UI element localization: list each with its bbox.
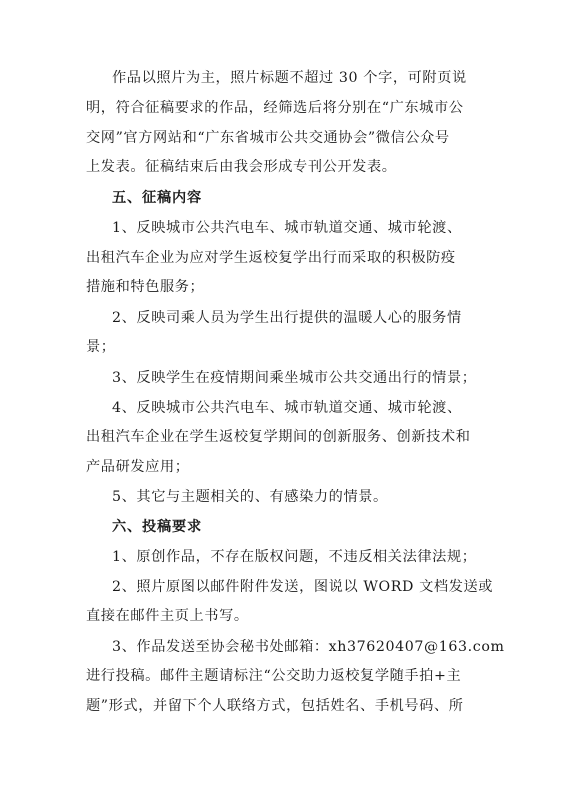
list-item-line: 1、反映城市公共汽电车、城市轨道交通、城市轮渡、 [112,220,462,236]
list-item-line: 4、反映城市公共汽电车、城市轨道交通、城市轮渡、 [112,400,462,416]
list-item-line: 措施和特色服务； [86,279,205,295]
list-item-line: 3、反映学生在疫情期间乘坐城市公共交通出行的情景； [112,370,477,386]
text-line: 上发表。征稿结束后由我会形成专刊公开发表。 [86,159,397,175]
list-item-line: 出租汽车企业在学生返校复学期间的创新服务、创新技术和 [86,429,471,445]
text-line: 交网”官方网站和“广东省城市公共交通协会”微信公众号 [86,130,450,146]
list-item-line: 1、原创作品，不存在版权问题，不违反相关法律法规； [112,549,477,565]
list-item-line: 题”形式，并留下个人联络方式，包括姓名、手机号码、所 [86,698,464,714]
list-item-line: 产品研发应用； [86,459,190,475]
section-heading: 六、投稿要求 [112,519,202,535]
section-heading: 五、征稿内容 [112,190,202,206]
text-line: 明，符合征稿要求的作品，经筛选后将分别在“广东城市公 [86,100,464,116]
list-item-line: 2、照片原图以邮件附件发送，图说以 WORD 文档发送或 [112,579,494,595]
list-item-line: 景； [86,339,116,355]
text-line: 作品以照片为主，照片标题不超过 30 个字，可附页说 [112,70,467,86]
list-item-line: 直接在邮件主页上书写。 [86,608,249,624]
list-item-line: 3、作品发送至协会秘书处邮箱：xh37620407@163.com [112,639,505,655]
list-item-line: 2、反映司乘人员为学生出行提供的温暖人心的服务情 [112,310,462,326]
list-item-line: 5、其它与主题相关的、有感染力的情景。 [112,489,388,505]
list-item-line: 出租汽车企业为应对学生返校复学出行而采取的积极防疫 [86,250,456,266]
list-item-line: 进行投稿。邮件主题请标注“公交助力返校复学随手拍+主 [86,668,462,684]
